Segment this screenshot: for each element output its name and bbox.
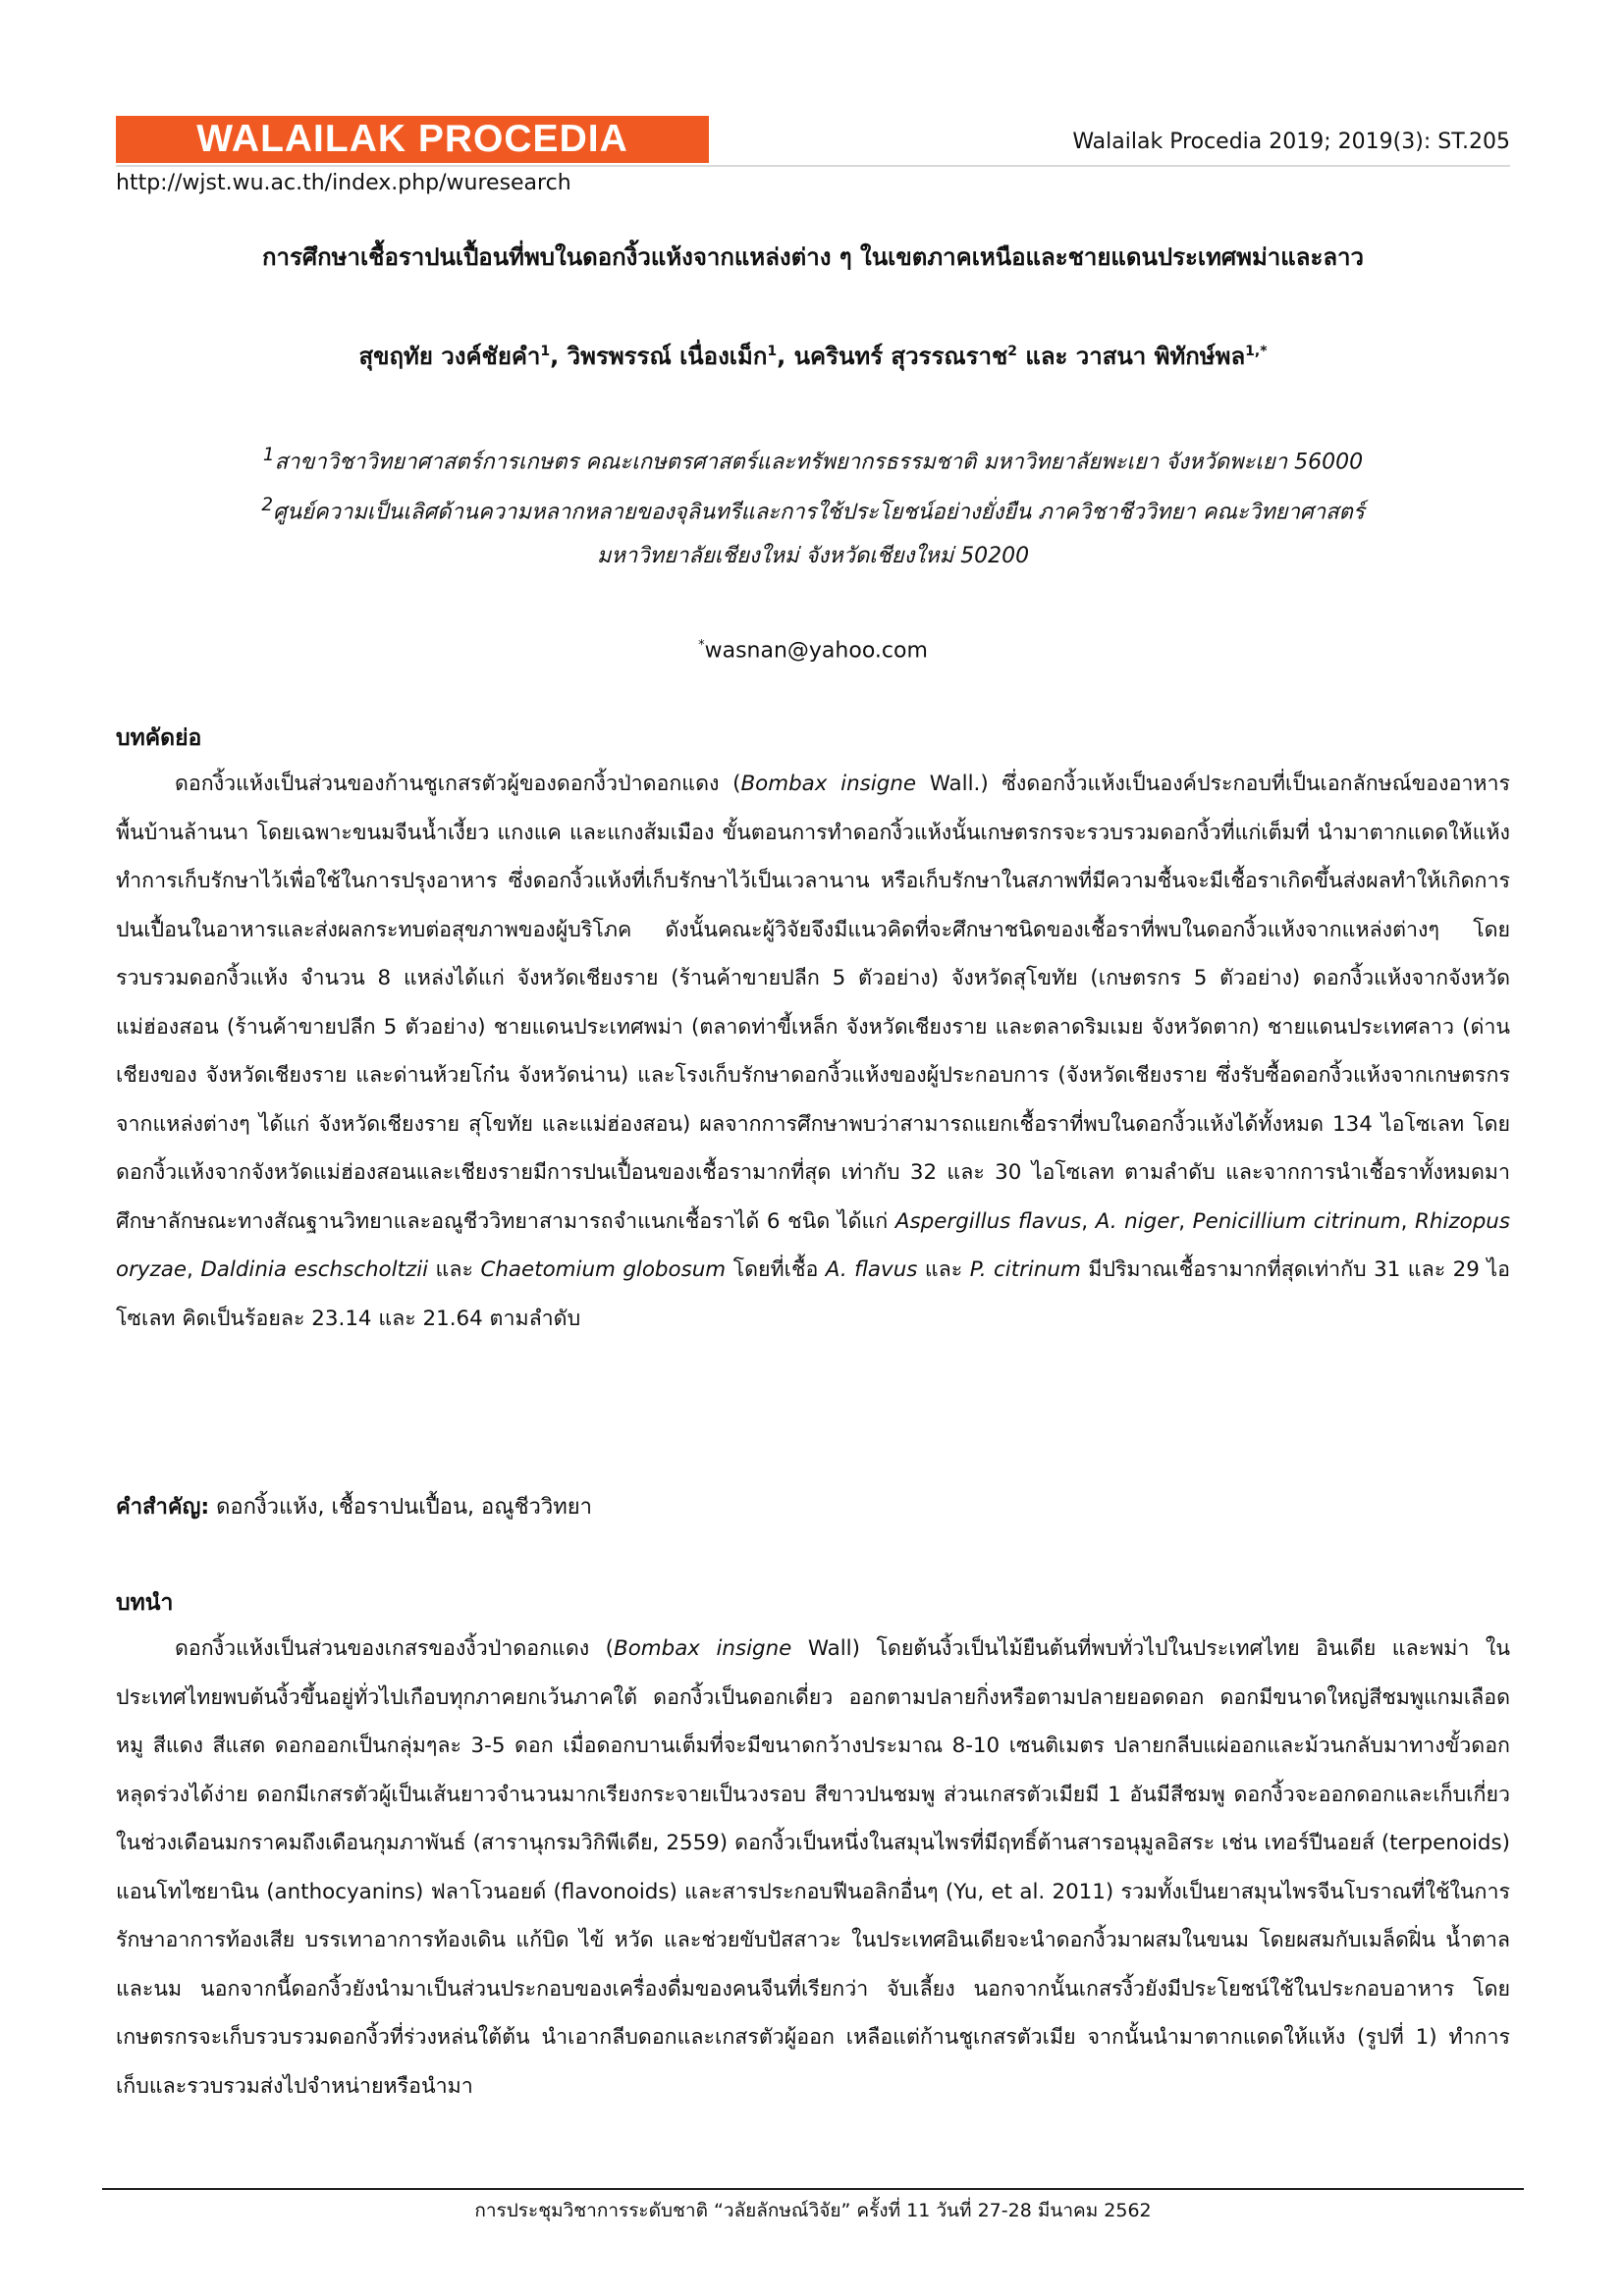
species-name: Aspergillus flavus [894,1208,1082,1234]
author-name: วิพรพรรณ์ เนื่องเม็ก [567,343,768,370]
affiliation-mark: 1 [262,445,275,465]
introduction-heading: บทนำ [116,1590,174,1616]
text-run: , [1081,1208,1096,1234]
footer-divider [102,2188,1524,2190]
keywords [116,1490,1510,1525]
text-run: ดอกงิ้วแห้งเป็นส่วนของเกสรของงิ้วป่าดอกแดง ( [175,1636,615,1661]
author-affil-mark: 1 [767,344,778,359]
affiliation-text: ศูนย์ความเป็นเลิศด้านความหลากหลายของจุลินทรีและการใช้ประโยชน์อย่างยั่งยืน ภาควิชาชีววิทยา คณะวิทยาศาสตร์ [272,500,1365,525]
paper-title: การศึกษาเชื้อราปนเปื้อนที่พบในดอกงิ้วแห้งจากแหล่งต่าง ๆ ในเขตภาคเหนือและชายแดนประเทศพม่าและลาว [261,243,1365,271]
text-run: , [1178,1208,1193,1234]
text-run: ดอกงิ้วแห้งเป็นส่วนของก้านชูเกสรตัวผู้ของดอกงิ้วป่าดอกแดง ( [175,772,741,796]
journal-url: http://wjst.wu.ac.th/index.php/wuresearch [116,171,571,195]
affiliation-2-cont: มหาวิทยาลัยเชียงใหม่ จังหวัดเชียงใหม่ 50200 [596,543,1030,568]
corresponding-email [116,628,1510,668]
species-name: Daldinia eschscholtzii [200,1257,429,1282]
text-run: , [1400,1208,1416,1234]
author-separator: , [550,343,568,370]
keywords-text: ดอกงิ้วแห้ง, เชื้อราปนเปื้อน, อณูชีววิทยา [209,1495,593,1520]
author-affil-mark: 1,* [1245,344,1268,359]
species-name: A. flavus [825,1257,918,1282]
text-run: โดยที่เชื้อ [726,1257,826,1282]
email-address[interactable]: wasnan@yahoo.com [704,638,928,664]
text-run: และ [428,1257,481,1282]
author-separator: , [777,343,794,370]
author-list [116,334,1510,374]
abstract-body [116,760,1510,1343]
species-name: Bombax insigne [614,1636,792,1661]
author-name: วาสนา พิทักษ์พล [1075,343,1246,370]
species-name: Chaetomium globosum [480,1257,727,1282]
introduction-body [116,1625,1510,2110]
journal-logo: WALAILAK PROCEDIA [116,116,709,163]
affiliation-1 [116,434,1510,484]
text-run: และ [917,1257,970,1282]
keywords-label: คำสำคัญ: [116,1495,210,1520]
text-run: Wall) โดยต้นงิ้วเป็นไม้ยืนต้นที่พบทั่วไปในประเทศไทย อินเดีย และพม่า ในประเทศไทยพบต้นงิ้วขึ้นอยู่ทั่วไปเกือบทุกภาคยกเว้นภาคใต้ ดอกงิ้วเป็นดอกเดี่ยว ออกตามปลายกิ่งหรือตามปลายยอดดอก ดอกมีขนาดใหญ่สีชมพูแกมเลือดหมู สีแดง สีแสด ดอกออกเป็นกลุ่มๆละ 3-5 ดอก เมื่อดอกบานเต็มที่จะมีขนาดกว้างประมาณ 8-10 เซนติเมตร ปลายกลีบแผ่ออกและม้วนกลับมาทางขั้วดอก หลุดร่วงได้ง่าย ดอกมีเกสรตัวผู้เป็นเส้นยาวจำนวนมากเรียงกระจายเป็นวงรอบ สีขาวปนชมพู ส่วนเกสรตัวเมียมี 1 อันมีสีชมพู ดอกงิ้วจะออกดอกและเก็บเกี่ยวในช่วงเดือนมกราคมถึงเดือนกุมภาพันธ์ (สารานุกรมวิกิพีเดีย, 2559) ดอกงิ้วเป็นหนึ่งในสมุนไพรที่มีฤทธิ์ต้านสารอนุมูลอิสระ เช่น เทอร์ปีนอยส์ (terpenoids) แอนโทไซยานิน (anthocyanins) ฟลาโวนอยด์ (flavonoids) และสารประกอบฟีนอลิกอื่นๆ (Yu, et al. 2011) รวมทั้งเป็นยาสมุนไพรจีนโบราณที่ใช้ในการรักษาอาการท้องเสีย บรรเทาอาการท้องเดิน แก้บิด ไข้ หวัด และช่วยขับปัสสาวะ ในประเทศอินเดียจะนำดอกงิ้วมาผสมในขนม โดยผสมกับเมล็ดฝิ่น น้ำตาลและนม นอกจากนี้ดอกงิ้วยังนำมาเป็นส่วนประกอบของเครื่องดื่มของคนจีนที่เรียกว่า จับเลี้ยง นอกจากนั้นเกสรงิ้วยังมีประโยชน์ใช้ในประกอบอาหาร โดยเกษตรกรจะเก็บรวบรวมดอกงิ้วที่ร่วงหล่นใต้ต้น นำเอากลีบดอกและเกสรตัวผู้ออก เหลือแต่ก้านชูเกสรตัวเมีย จากนั้นนำมาตากแดดให้แห้ง (รูปที่ 1) ทำการเก็บและรวบรวมส่งไปจำหน่ายหรือนำมา [116,1636,1510,2099]
header-divider [116,165,1510,167]
journal-reference: Walailak Procedia 2019; 2019(3): ST.205 [1072,130,1510,154]
author-affil-mark: 2 [1007,344,1018,359]
author-separator: และ [1017,343,1076,370]
page-footer: การประชุมวิชาการระดับชาติ “วลัยลักษณ์วิจัย” ครั้งที่ 11 วันที่ 27-28 มีนาคม 2562 [474,2200,1152,2221]
affiliations [116,434,1510,578]
page-header [116,116,1510,165]
species-name: Rhizopus oryzae [116,1208,1510,1282]
author-name: สุขฤทัย วงค์ชัยคำ [358,343,541,370]
species-name: A. niger [1095,1208,1179,1234]
affiliation-2 [116,484,1510,534]
abstract-heading: บทคัดย่อ [116,725,202,751]
text-run: , [187,1257,201,1282]
species-name: Penicillium citrinum [1192,1208,1401,1234]
author-affil-mark: 1 [540,344,551,359]
text-run: Wall.) ซึ่งดอกงิ้วแห้งเป็นองค์ประกอบที่เป็นเอกลักษณ์ของอาหารพื้นบ้านล้านนา โดยเฉพาะขนมจีนน้ำเงี้ยว แกงแค และแกงส้มเมือง ขั้นตอนการทำดอกงิ้วแห้งนั้นเกษตรกรจะรวบรวมดอกงิ้วที่แก่เต็มที่ นำมาตากแดดให้แห้ง ทำการเก็บรักษาไว้เพื่อใช้ในการปรุงอาหาร ซึ่งดอกงิ้วแห้งที่เก็บรักษาไว้เป็นเวลานาน หรือเก็บรักษาในสภาพที่มีความชื้นจะมีเชื้อราเกิดขึ้นส่งผลทำให้เกิดการปนเปื้อนในอาหารและส่งผลกระทบต่อสุขภาพของผู้บริโภค ดังนั้นคณะผู้วิจัยจึงมีแนวคิดที่จะศึกษาชนิดของเชื้อราที่พบในดอกงิ้วแห้งจากแหล่งต่างๆ โดยรวบรวมดอกงิ้วแห้ง จำนวน 8 แหล่งได้แก่ จังหวัดเชียงราย (ร้านค้าขายปลีก 5 ตัวอย่าง) จังหวัดสุโขทัย (เกษตรกร 5 ตัวอย่าง) ดอกงิ้วแห้งจากจังหวัดแม่ฮ่องสอน (ร้านค้าขายปลีก 5 ตัวอย่าง) ชายแดนประเทศพม่า (ตลาดท่าขี้เหล็ก จังหวัดเชียงราย และตลาดริมเมย จังหวัดตาก) ชายแดนประเทศลาว (ด่านเชียงของ จังหวัดเชียงราย และด่านห้วยโก๋น จังหวัดน่าน) และโรงเก็บรักษาดอกงิ้วแห้งของผู้ประกอบการ (จังหวัดเชียงราย ซึ่งรับซื้อดอกงิ้วแห้งจากเกษตรกรจากแหล่งต่างๆ ได้แก่ จังหวัดเชียงราย สุโขทัย และแม่ฮ่องสอน) ผลจากการศึกษาพบว่าสามารถแยกเชื้อราที่พบในดอกงิ้วแห้งได้ทั้งหมด 134 ไอโซเลท โดยดอกงิ้วแห้งจากจังหวัดแม่ฮ่องสอนและเชียงรายมีการปนเปื้อนของเชื้อรามากที่สุด เท่ากับ 32 และ 30 ไอโซเลท ตามลำดับ และจากการนำเชื้อราทั้งหมดมาศึกษาลักษณะทางสัณฐานวิทยาและอณูชีววิทยาสามารถจำแนกเชื้อราได้ 6 ชนิด ได้แก่ [116,772,1511,1234]
species-name: P. citrinum [969,1257,1081,1282]
affiliation-mark: 2 [261,495,273,516]
species-name: Bombax insigne [740,772,917,796]
corresponding-mark: * [698,638,705,653]
affiliation-text: สาขาวิชาวิทยาศาสตร์การเกษตร คณะเกษตรศาสตร์และทรัพยากรธรรมชาติ มหาวิทยาลัยพะเยา จังหวัดพะเยา 56000 [274,450,1364,475]
author-name: นครินทร์ สุวรรณราช [793,343,1008,370]
text-run: มีปริมาณเชื้อรามากที่สุดเท่ากับ 31 และ 29 ไอโซเลท คิดเป็นร้อยละ 23.14 และ 21.64 ตามลำดับ [116,1257,1510,1331]
